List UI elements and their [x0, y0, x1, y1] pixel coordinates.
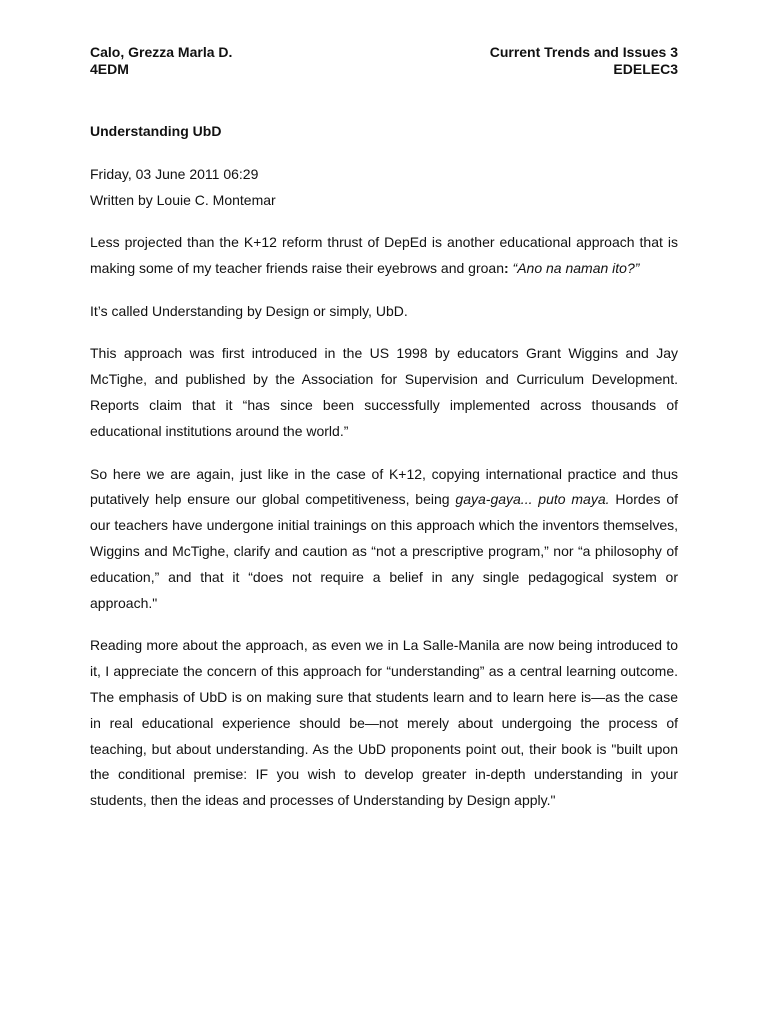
header-row-1	[90, 44, 678, 61]
paragraph-1-quote: “Ano na naman ito?”	[512, 259, 640, 276]
header-row-2	[90, 61, 678, 78]
article-byline: Written by Louie C. Montemar	[90, 192, 276, 208]
paragraph-1-text: Less projected than the K+12 reform thrust of DepEd is another educational approach that is making some of my teacher friends raise their eyebrows and groan	[90, 234, 678, 276]
paragraph-1-colon: :	[503, 259, 509, 276]
article-meta	[90, 161, 678, 213]
paragraph-4	[90, 462, 678, 617]
paragraph-5: Reading more about the approach, as even we in La Salle-Manila are now being introduced to it, I appreciate the concern of this approach for “understanding” as a central learning outcome. The emphasis of UbD is on making sure that students learn and to learn here is—as the case in real educational experience should be—not merely about undergoing the process of teaching, but about understanding. As the UbD proponents point out, their book is "built upon the conditional premise: IF you wish to develop greater in-depth understanding in your students, then the ideas and processes of Understanding by Design apply."	[90, 637, 678, 809]
paragraph-2: It’s called Understanding by Design or simply, UbD.	[90, 302, 408, 319]
article-date: Friday, 03 June 2011 06:29	[90, 166, 259, 182]
paragraph-4-end: Hordes of our teachers have undergone initial trainings on this approach which the inventors themselves, Wiggins and McTighe, clarify and caution as “not a prescriptive program,” nor “a philosophy of education,” and that it “does not require a belief in any single pedagogical system or approach."	[90, 491, 679, 611]
document-page	[90, 44, 678, 814]
author-name: Calo, Grezza Marla D.	[90, 44, 233, 60]
paragraph-3: This approach was first introduced in the US 1998 by educators Grant Wiggins and Jay McTighe, and published by the Association for Supervision and Curriculum Development. Reports claim that it “has since been successfully implemented across thousands of educational institutions around the world.”	[90, 345, 678, 439]
article-title: Understanding UbD	[90, 123, 222, 139]
course-code: EDELEC3	[613, 61, 678, 77]
paragraph-4-start: So here we are again, just like in the case of K+12, copying international practice and thus putatively help ensure our global competitiveness, being	[90, 465, 678, 508]
paragraph-1	[90, 230, 678, 282]
section: 4EDM	[90, 61, 129, 77]
paragraph-4-italic: gaya-gaya... puto maya.	[455, 491, 610, 508]
course-title: Current Trends and Issues 3	[489, 44, 678, 60]
